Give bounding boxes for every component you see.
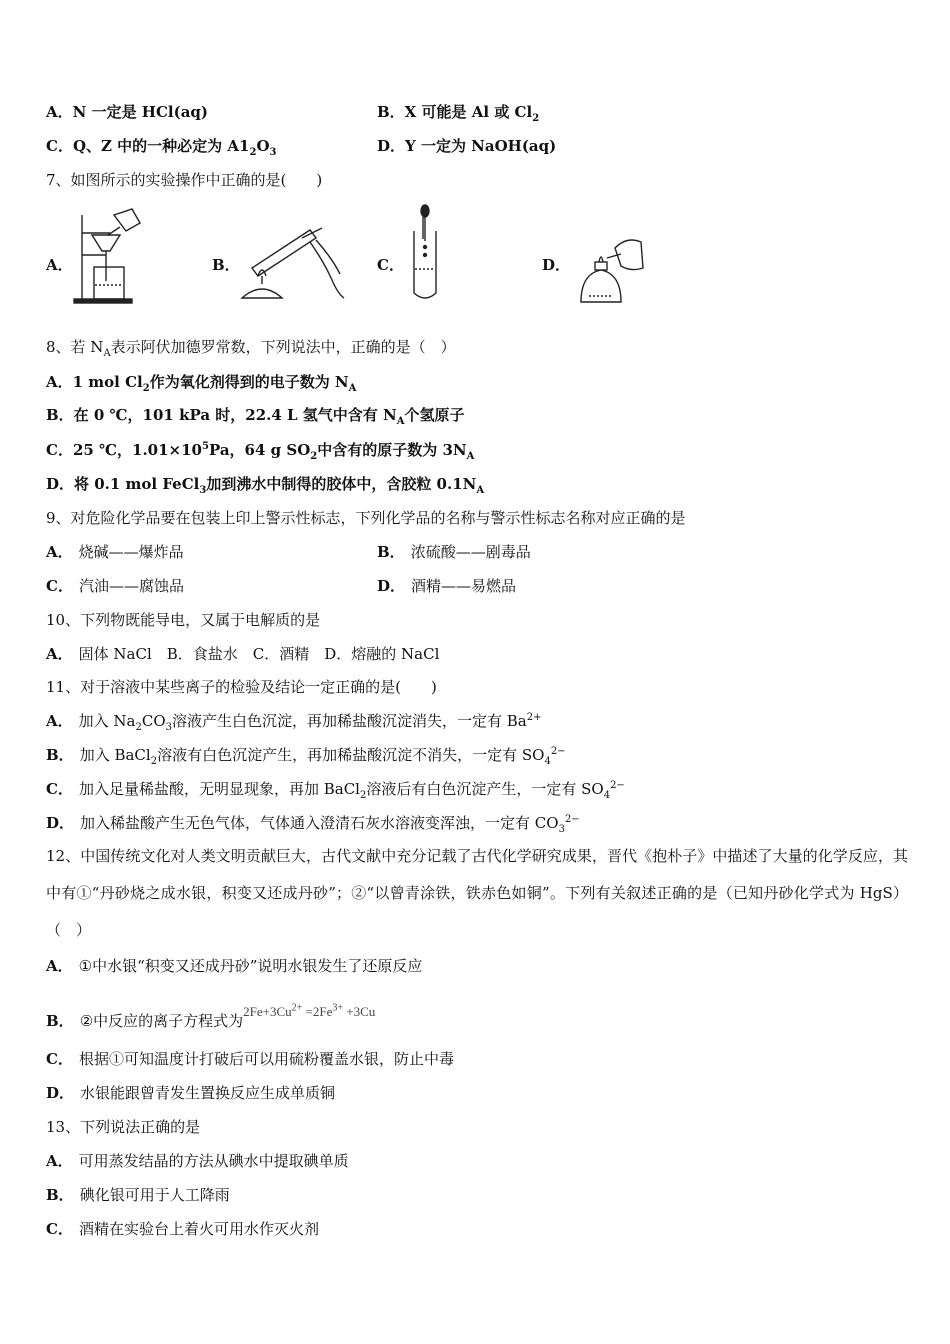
q13-option-b: B． 碘化银可用于人工降雨	[46, 1186, 230, 1204]
q6-option-b: B．X 可能是 Al 或 $Cl_2$	[377, 103, 540, 124]
q13-option-a: A． 可用蒸发结晶的方法从碘水中提取碘单质	[46, 1152, 349, 1170]
q11-option-c: C． 加入足量稀盐酸，无明显现象，再加 BaCl$_2$溶液后有白色沉淀产生，一定有 $SO_4^{2-}$	[46, 780, 625, 801]
q6-option-a: A．N 一定是 HCl(aq)	[46, 103, 209, 121]
q9-option-b: B． 浓硫酸——剧毒品	[377, 543, 531, 561]
q8-option-a: A．1 mol $Cl_2$作为氧化剂得到的电子数为 $N_A$	[46, 373, 357, 394]
q12-option-b: B． ②中反应的离子方程式为$2Fe+3Cu^{2+} =2Fe^{3+} +3Cu$	[46, 1002, 376, 1030]
q8-option-b: B．在 0 ℃，101 kPa 时，22.4 L 氢气中含有 $N_A$个氢原子	[46, 406, 465, 427]
q12-option-d: D． 水银能跟曾青发生置换反应生成单质铜	[46, 1084, 336, 1102]
q10-options: A． 固体 NaCl B．食盐水 C．酒精 D．熔融的 NaCl	[46, 645, 440, 663]
q8-option-d: D．将 0.1 mol FeCl$_3$加到沸水中制得的胶体中，含胶粒 $0.1N_A$	[46, 475, 485, 496]
q9-option-d: D． 酒精——易燃品	[377, 577, 517, 595]
q11-option-a: A． 加入 $Na_2CO_3$溶液产生白色沉淀，再加稀盐酸沉淀消失，一定有 $Ba^{2+}$	[46, 712, 542, 733]
q13-option-c: C． 酒精在实验台上着火可用水作灭火剂	[46, 1220, 319, 1238]
q9-option-c: C． 汽油——腐蚀品	[46, 577, 184, 595]
heating-test-tube-figure	[232, 218, 352, 303]
q12-option-c: C． 根据①可知温度计打破后可以用硫粉覆盖水银，防止中毒	[46, 1050, 454, 1068]
q11-option-b: B． 加入 BaCl$_2$溶液有白色沉淀产生，再加稀盐酸沉淀不消失，一定有 $SO_4^{2-}$	[46, 746, 566, 767]
ionic-equation: $2Fe+3Cu^{2+} =2Fe^{3+} +3Cu$	[243, 1002, 376, 1019]
filtration-apparatus-figure	[70, 205, 150, 305]
q9-option-a: A． 烧碱——爆炸品	[46, 543, 184, 561]
alcohol-lamp-figure	[575, 228, 655, 308]
dropper-test-tube-figure	[400, 203, 450, 303]
q8-option-c: C．25 ℃，$1.01\times 10^5Pa$，64 g $SO_2$中含有的原子数为 $3N_A$	[46, 441, 475, 462]
q7-label-c: C．	[377, 256, 404, 274]
q12-stem: 12、中国传统文化对人类文明贡献巨大，古代文献中充分记载了古代化学研究成果，晋代《抱朴子》中描述了大量的化学反应，其中有①“丹砂烧之成水银，积变又还成丹砂”；②“以曾青涂铁，铁赤色如铜”。下列有关叙述正确的是（已知丹砂化学式为 HgS）（ ）	[46, 847, 908, 939]
q11-option-d: D． 加入稀盐酸产生无色气体，气体通入澄清石灰水溶液变浑浊，一定有 $CO_3^{2-}$	[46, 814, 580, 835]
q7-stem: 7、如图所示的实验操作中正确的是( )	[46, 171, 323, 189]
q9-stem: 9、对危险化学品要在包装上印上警示性标志，下列化学品的名称与警示性标志名称对应正确的是	[46, 509, 686, 527]
q7-label-a: A．	[46, 256, 73, 274]
q7-label-d: D．	[542, 256, 571, 274]
q6-option-c: C．Q、Z 中的一种必定为 $A1_2O_3$	[46, 137, 277, 158]
q13-stem: 13、下列说法正确的是	[46, 1118, 201, 1136]
q7-label-b: B．	[212, 256, 240, 274]
q6-option-d: D．Y 一定为 NaOH(aq)	[377, 137, 557, 155]
q8-stem: 8、若 $N_A$表示阿伏加德罗常数，下列说法中，正确的是（ ）	[46, 338, 456, 359]
q11-stem: 11、对于溶液中某些离子的检验及结论一定正确的是( )	[46, 678, 437, 696]
q12-option-a: A． ①中水银“积变又还成丹砂”说明水银发生了还原反应	[46, 957, 423, 975]
q10-stem: 10、下列物既能导电，又属于电解质的是	[46, 611, 321, 629]
